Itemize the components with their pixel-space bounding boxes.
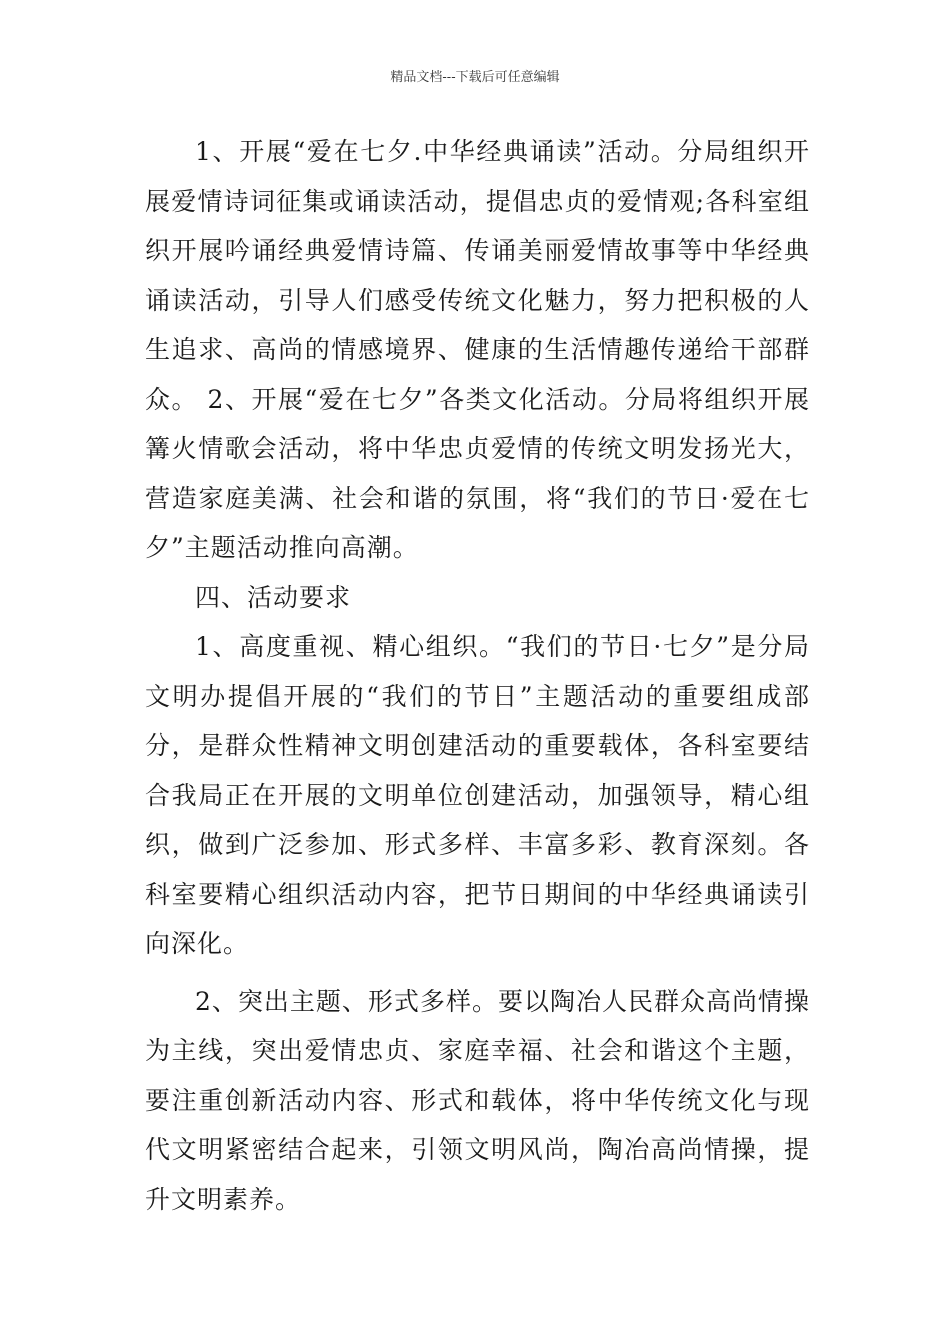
paragraph-requirement-2: 2、突出主题、形式多样。要以陶冶人民群众高尚情操为主线，突出爱情忠贞、家庭幸福、社会和谐这个主题，要注重创新活动内容、形式和载体，将中华传统文化与现代文明紧密结合起来，引领文明风尚，陶冶高尚情操，提升文明素养。 bbox=[145, 986, 810, 1214]
paragraph-requirement-1: 1、高度重视、精心组织。“我们的节日·七夕”是分局文明办提倡开展的“我们的节日”主题活动的重要组成部分，是群众性精神文明创建活动的重要载体，各科室要结合我局正在开展的文明单位创建活动，加强领导，精心组织，做到广泛参加、形式多样、丰富多彩、教育深刻。各科室要精心组织活动内容，把节日期间的中华经典诵读引向深化。 bbox=[145, 632, 810, 958]
paragraph-activity-1-2: 1、开展“爱在七夕.中华经典诵读”活动。分局组织开展爱情诗词征集或诵读活动，提倡忠贞的爱情观;各科室组织开展吟诵经典爱情诗篇、传诵美丽爱情故事等中华经典诵读活动，引导人们感受传统文化魅力，努力把积极的人生追求、高尚的情感境界、健康的生活情趣传递给干部群众。 2、开展“爱在七夕”各类文化活动。分局将组织开展篝火情歌会活动，将中华忠贞爱情的传统文明发扬光大，营造家庭美满、社会和谐的氛围，将“我们的节日·爱在七夕”主题活动推向高潮。 bbox=[145, 137, 810, 562]
section-heading-requirements: 四、活动要求 bbox=[195, 582, 352, 612]
document-body bbox=[145, 127, 810, 1224]
page-header: 精品文档---下载后可任意编辑 bbox=[390, 70, 560, 85]
